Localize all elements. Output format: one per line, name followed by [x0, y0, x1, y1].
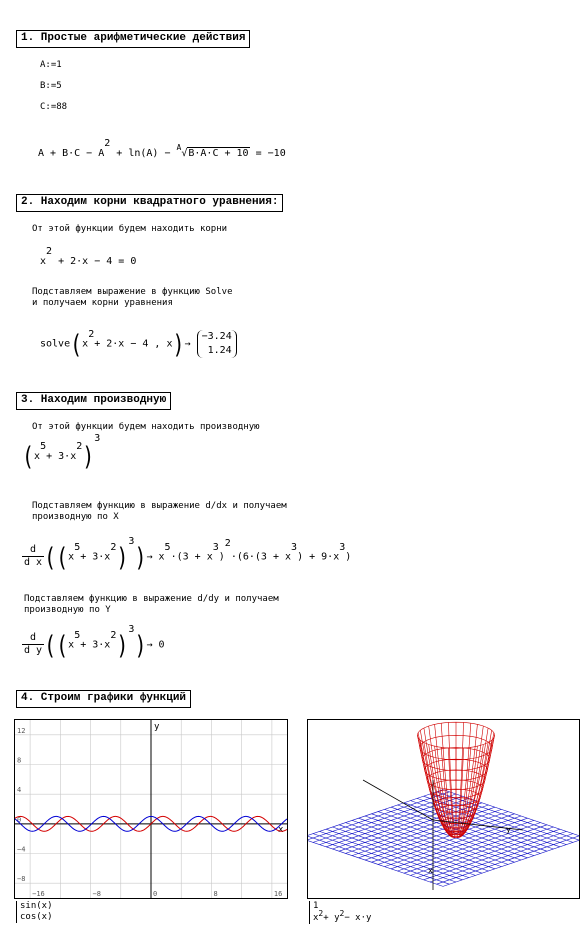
derivative-function: (x5+ 3·x2)3 — [22, 433, 101, 472]
roots-text-2b: и получаем корни уравнения — [32, 298, 173, 308]
legend-3d-one: 1 — [313, 901, 319, 911]
assign-a: A:=1 — [40, 60, 62, 70]
y-tick-label: 8 — [17, 756, 22, 765]
section-1-title: 1. Простые арифметические действия — [16, 30, 250, 48]
y-tick-label: 0 — [17, 815, 22, 824]
plot-3d[interactable] — [307, 719, 580, 899]
roots-text-1: От этой функции будем находить корни — [32, 224, 228, 234]
plot-2d-svg — [15, 720, 287, 898]
y-tick-label: −4 — [17, 845, 26, 854]
roots-vector: −3.24 1.24 — [197, 330, 237, 358]
plot-2d[interactable] — [14, 719, 288, 899]
axis-x-label: x — [428, 866, 433, 875]
derivative-dx: $\frac{d}{\text{d x}}$ ((x5+ 3·x2)3)→ x5·(3 + x3)2·(6·(3 + x3) + 9·x3) — [24, 535, 352, 573]
derivative-text-3b: производную по Y — [24, 605, 111, 615]
derivative-dy: $\frac{d}{\text{d y}}$ ((x5+ 3·x2)3)→ 0 — [24, 623, 165, 661]
solve-expression: solve(x2+ 2·x − 4 , x)→ −3.24 1.24 — [40, 330, 237, 358]
plot-3d-svg — [308, 720, 579, 898]
roots-text-2a: Подставляем выражение в функцию Solve — [32, 287, 233, 297]
y-tick-label: −8 — [17, 875, 26, 884]
assign-b: B:=5 — [40, 81, 62, 91]
arith-expression: A + B·C − A2 + ln(A) − $^A$√B·A·C + 10 = −10 — [38, 138, 286, 159]
legend-cos: cos(x) — [20, 912, 53, 922]
derivative-text-1: От этой функции будем находить производную — [32, 422, 260, 432]
x-tick-label: −8 — [92, 890, 101, 898]
derivative-text-2a: Подставляем функцию в выражение d/dx и получаем — [32, 501, 287, 511]
y-axis-label: y — [154, 722, 160, 732]
section-4-title: 4. Строим графики функций — [16, 690, 191, 708]
x-tick-label: −16 — [32, 890, 45, 898]
y-tick-label: 4 — [17, 786, 22, 795]
x-tick-label: 8 — [213, 890, 218, 898]
x-tick-label: 16 — [273, 890, 283, 898]
legend-sin: sin(x) — [20, 901, 53, 911]
section-3-title: 3. Находим производную — [16, 392, 171, 410]
derivative-text-3a: Подставляем функцию в выражение d/dy и получаем — [24, 594, 279, 604]
y-tick-label: 12 — [17, 726, 26, 735]
x-tick-label: 0 — [153, 890, 158, 898]
plot-3d-legend — [309, 901, 371, 924]
legend-3d-expr: x2+ y2− x·y — [313, 909, 372, 923]
section-2-title: 2. Находим корни квадратного уравнения: — [16, 194, 283, 212]
axis-y-label: y — [506, 825, 511, 834]
plot-2d-legend — [16, 901, 53, 923]
quadratic-equation: x2 + 2·x − 4 = 0 — [40, 246, 137, 267]
assign-c: C:=88 — [40, 102, 68, 112]
derivative-text-2b: производную по X — [32, 512, 119, 522]
x-axis-label: x — [278, 824, 284, 835]
